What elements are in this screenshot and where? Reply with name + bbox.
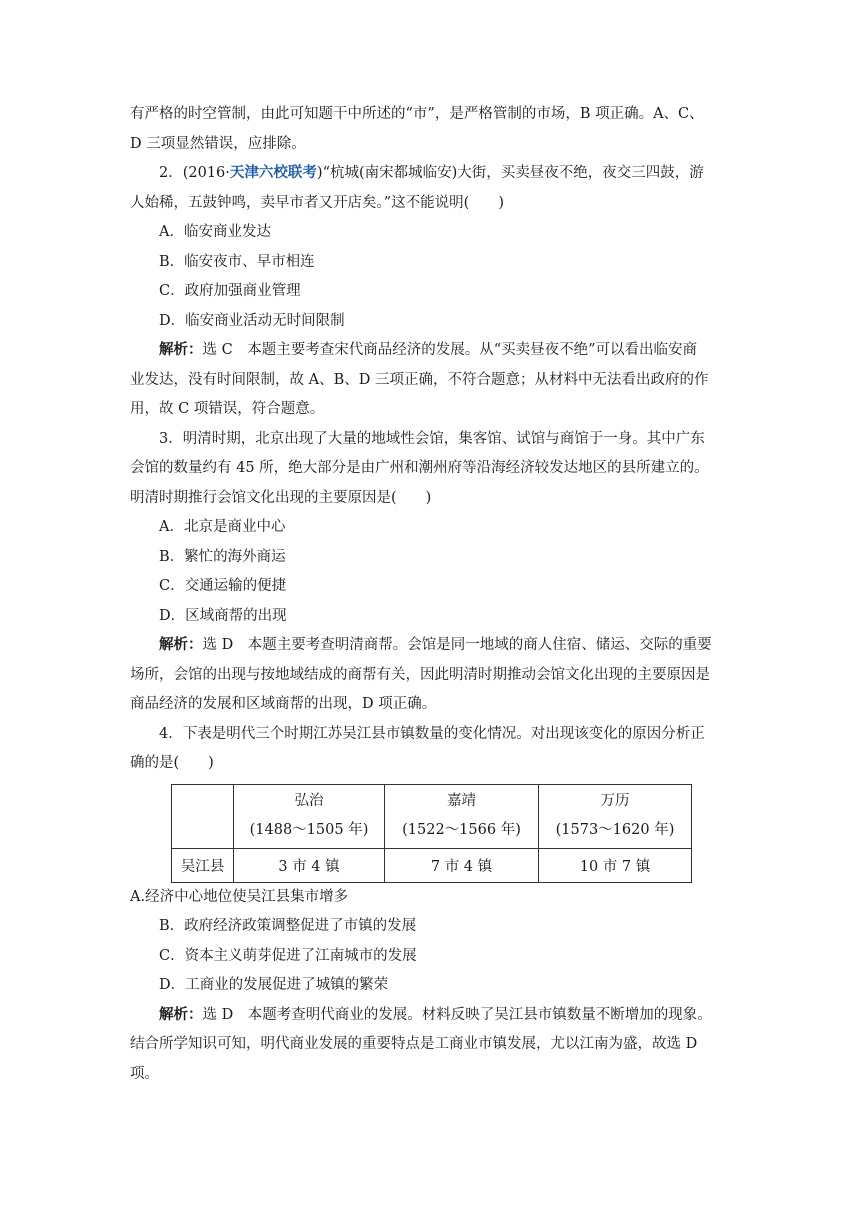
analysis-cont: 结合所学知识可知，明代商业发展的重要特点是工商业市镇发展，尤以江南为盛，故选 D [130,1036,698,1052]
table-header-cell: 嘉靖 (1522～1566 年) [385,784,539,848]
analysis-cont: 项。 [130,1065,159,1082]
option-b: B．政府经济政策调整促进了市镇的发展 [159,918,417,934]
option-b: B．临安夜市、早市相连 [159,253,315,270]
analysis-cont: 业发达，没有时间限制，故 A、B、D 三项正确，不符合题意；从材料中无法看出政府的作 [130,371,709,388]
option-a: A.经济中心地位使吴江县集市增多 [130,888,349,905]
analysis-cont: 商品经济的发展和区域商帮的出现，D 项正确。 [130,696,437,712]
analysis-label: 解析： [159,637,203,653]
analysis-cont: 场所，会馆的出现与按地域结成的商帮有关，因此明清时期推动会馆文化出现的主要原因是 [130,666,710,683]
text-line: 有严格的时空管制，由此可知题干中所述的“市”，是严格管制的市场，B 项正确。A、C、 [130,106,704,122]
analysis: 解析：选 D 本题考查明代商业的发展。材料反映了吴江县市镇数量不断增加的现象。 [159,1006,712,1023]
option-a: A．北京是商业中心 [159,519,286,535]
option-c: C．政府加强商业管理 [159,283,301,299]
option-c: C．资本主义萌芽促进了江南城市的发展 [159,947,417,964]
question-source: 天津六校联考 [229,165,317,181]
option-a: A．临安商业发达 [159,224,271,240]
question-3-stem: 3．明清时期，北京出现了大量的地域性会馆，集客馆、试馆与商馆于一身。其中广东 [159,430,705,447]
question-4-stem-cont: 确的是( ) [130,755,214,771]
town-count-table [171,784,692,883]
analysis-label: 解析： [159,1006,203,1023]
table-row-label: 吴江县 [172,848,234,882]
table-header-cell: 万历 (1573～1620 年) [539,784,692,848]
question-3-stem-cont: 会馆的数量约有 45 所，绝大部分是由广州和潮州府等沿海经济较发达地区的县所建立的。 [130,460,709,476]
table-header-row [172,784,692,848]
option-c: C．交通运输的便捷 [159,578,287,594]
question-2-stem: 2．(2016·天津六校联考)“杭城(南宋都城临安)大街，买卖昼夜不绝，夜交三四鼓，游 [159,165,704,181]
table-row [172,848,692,882]
table-cell: 3 市 4 镇 [234,848,385,882]
option-d: D．工商业的发展促进了城镇的繁荣 [159,977,389,993]
analysis-cont: 用，故 C 项错误，符合题意。 [130,401,325,417]
option-b: B．繁忙的海外商运 [159,548,286,565]
option-d: D．区域商帮的出现 [159,607,287,624]
analysis: 解析：选 C 本题主要考查宋代商品经济的发展。从“买卖昼夜不绝”可以看出临安商 [159,342,698,358]
option-d: D．临安商业活动无时间限制 [159,312,345,329]
question-3-stem-cont: 明清时期推行会馆文化出现的主要原因是( ) [130,489,432,506]
table-cell: 7 市 4 镇 [385,848,539,882]
document-body [130,100,730,1089]
question-2-stem-cont: 人始稀，五鼓钟鸣，卖早市者又开店矣。”这不能说明( ) [130,194,504,211]
analysis: 解析：选 D 本题主要考查明清商帮。会馆是同一地域的商人住宿、储运、交际的重要 [159,637,712,653]
table-header-cell: 弘治 (1488～1505 年) [234,784,385,848]
text-line: D 三项显然错误，应排除。 [130,135,306,152]
table-corner-cell [172,784,234,848]
analysis-label: 解析： [159,342,203,358]
question-4-stem: 4．下表是明代三个时期江苏吴江县市镇数量的变化情况。对出现该变化的原因分析正 [159,725,705,742]
table-cell: 10 市 7 镇 [539,848,692,882]
